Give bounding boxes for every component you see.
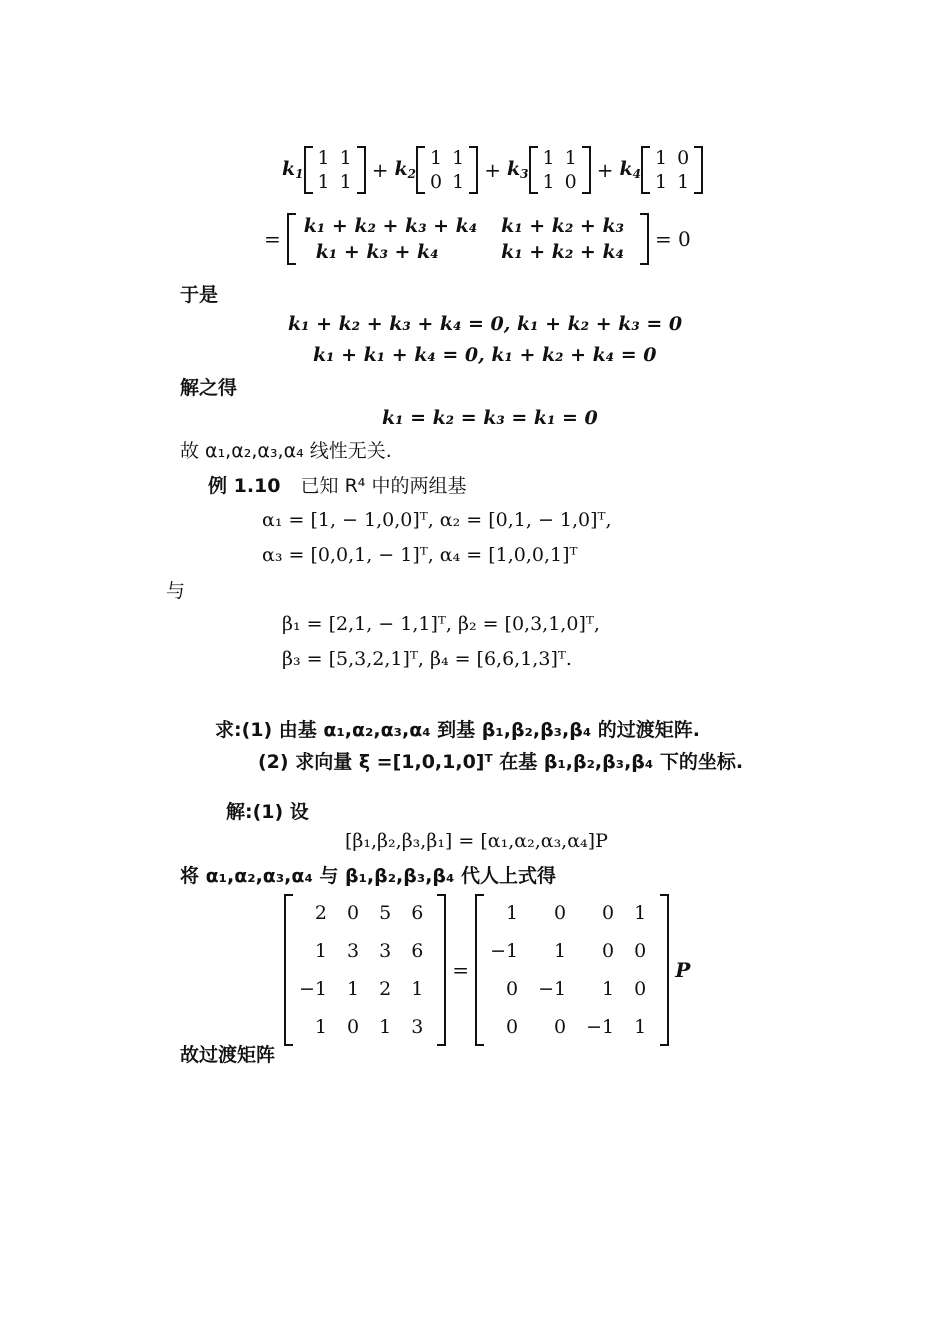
system-line-2: k₁ + k₁ + k₄ = 0, k₁ + k₂ + k₄ = 0 <box>313 344 657 366</box>
matrix-p: P <box>675 958 691 982</box>
alpha-matrix: 1 0 0 1 −1 1 0 0 0 −1 1 0 0 0 −1 1 <box>475 894 669 1046</box>
equation-sum-matrix: = k₁ + k₂ + k₃ + k₄ k₁ + k₂ + k₃ k₁ + k₃ + k₄ k₁ + k₂ + k₄ = 0 <box>264 215 691 263</box>
text-yushi: 于是 <box>180 284 219 306</box>
equation-big-matrices <box>284 894 696 1046</box>
alpha-line-2: α₃ = [0,0,1, − 1]ᵀ, α₄ = [1,0,0,1]ᵀ <box>262 544 578 566</box>
text-yu: 与 <box>166 580 186 602</box>
matrix-4: 1 0 1 1 <box>641 146 703 194</box>
conclusion-line: 故 α₁,α₂,α₃,α₄ 线性无关. <box>180 440 392 462</box>
alpha-line-1: α₁ = [1, − 1,0,0]ᵀ, α₂ = [0,1, − 1,0]ᵀ, <box>262 509 612 531</box>
example-text: 已知 R⁴ 中的两组基 <box>300 475 467 497</box>
question-1: 求:(1) 由基 α₁,α₂,α₃,α₄ 到基 β₁,β₂,β₃,β₄ 的过渡矩阵. <box>215 719 700 741</box>
coef-k4: $k_4$ <box>619 158 641 181</box>
equals-zero: = 0 <box>654 227 691 251</box>
matrix-2: 1 1 0 1 <box>416 146 478 194</box>
equation-matrix-combination: $k_1$ 1 1 1 1 + $k_2$ 1 1 0 1 + $k_3$ 1 1 1 0 + $k_4$ 1 0 1 1 <box>282 146 703 194</box>
big-equals: = <box>452 958 470 982</box>
solution-line: k₁ = k₂ = k₃ = k₁ = 0 <box>382 407 598 429</box>
coef-k3: $k_3$ <box>506 158 529 181</box>
example-label: 例 1.10 <box>208 475 281 497</box>
beta-line-2: β₃ = [5,3,2,1]ᵀ, β₄ = [6,6,1,3]ᵀ. <box>282 648 572 670</box>
text-jiezhide: 解之得 <box>180 377 238 399</box>
matrix-1: 1 1 1 1 <box>304 146 366 194</box>
final-line: 故过渡矩阵 <box>180 1044 276 1066</box>
solution-label: 解:(1) 设 <box>226 801 309 823</box>
substitute-line: 将 α₁,α₂,α₃,α₄ 与 β₁,β₂,β₃,β₄ 代人上式得 <box>180 865 556 887</box>
beta-matrix: 2 0 5 6 1 3 3 6 −1 1 2 1 1 0 1 3 <box>284 894 446 1046</box>
coef-k2: $k_2$ <box>394 158 417 181</box>
solution-equation: [β₁,β₂,β₃,β₁] = [α₁,α₂,α₃,α₄]P <box>345 830 608 852</box>
system-line-1: k₁ + k₂ + k₃ + k₄ = 0, k₁ + k₂ + k₃ = 0 <box>288 313 683 335</box>
beta-line-1: β₁ = [2,1, − 1,1]ᵀ, β₂ = [0,3,1,0]ᵀ, <box>282 613 600 635</box>
sum-matrix: k₁ + k₂ + k₃ + k₄ k₁ + k₂ + k₃ k₁ + k₃ + k₄ k₁ + k₂ + k₄ <box>287 213 649 265</box>
coef-k1: $k_1$ <box>282 158 304 181</box>
example-heading <box>208 474 466 498</box>
matrix-3: 1 1 1 0 <box>529 146 591 194</box>
question-2: (2) 求向量 ξ =[1,0,1,0]ᵀ 在基 β₁,β₂,β₃,β₄ 下的坐标. <box>258 751 744 773</box>
